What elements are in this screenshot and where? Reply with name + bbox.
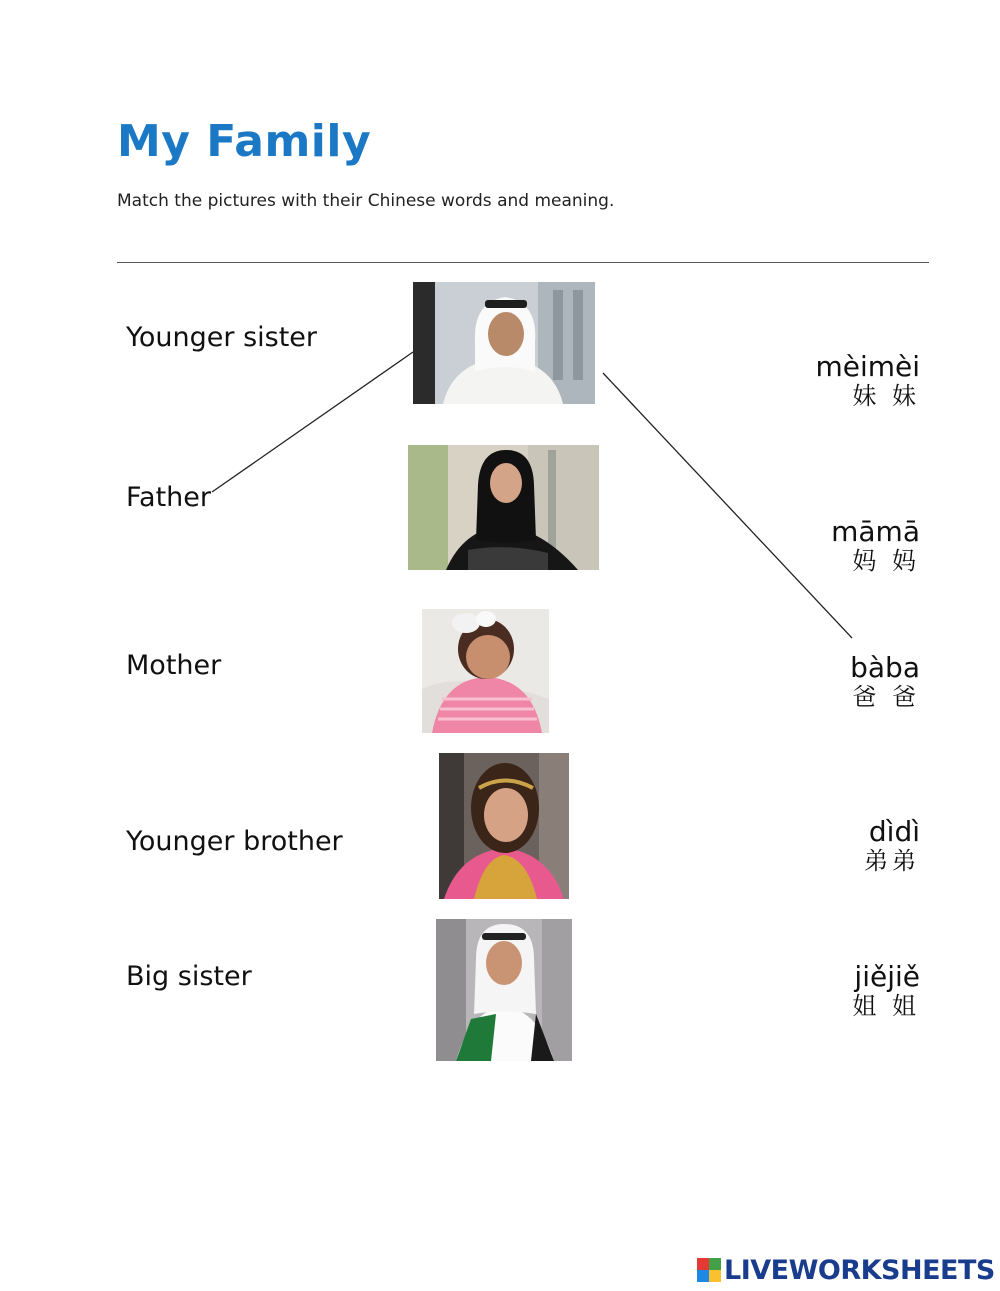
divider (117, 262, 929, 263)
pinyin-didi: dìdì (868, 815, 920, 848)
word-mama[interactable] (831, 517, 920, 575)
little-brother-photo[interactable] (436, 919, 572, 1061)
hanzi-mama: 妈 妈 (852, 547, 920, 575)
pinyin-meimei: mèimèi (815, 350, 920, 383)
big-sister-photo[interactable] (439, 753, 569, 899)
instruction-text: Match the pictures with their Chinese words and meaning. (117, 191, 615, 211)
word-baba[interactable] (850, 653, 920, 711)
hanzi-didi: 弟弟 (864, 847, 920, 875)
word-meimei[interactable] (815, 352, 920, 410)
match-line-photo-to-baba[interactable] (603, 373, 852, 638)
hanzi-jiejie: 姐 姐 (852, 992, 920, 1020)
meaning-younger-sister[interactable]: Younger sister (126, 322, 318, 353)
liveworksheets-logo[interactable] (697, 1254, 995, 1286)
pinyin-mama: māmā (831, 515, 920, 548)
meaning-younger-brother[interactable]: Younger brother (126, 826, 343, 857)
meaning-mother[interactable]: Mother (126, 650, 222, 681)
meaning-father[interactable]: Father (126, 482, 212, 513)
pinyin-jiejie: jiějiě (854, 960, 920, 993)
logo-text: LIVEWORKSHEETS (724, 1254, 995, 1286)
mother-photo[interactable] (408, 445, 599, 570)
word-didi[interactable] (864, 817, 920, 875)
pinyin-baba: bàba (850, 651, 920, 684)
baby-sister-photo[interactable] (422, 609, 549, 733)
word-jiejie[interactable] (852, 962, 920, 1020)
meaning-big-sister[interactable]: Big sister (126, 961, 252, 992)
page-title: My Family (117, 116, 372, 167)
hanzi-meimei: 妹 妹 (852, 382, 920, 410)
liveworksheets-logo-icon (697, 1258, 721, 1282)
match-line-father-to-photo[interactable] (212, 352, 413, 492)
hanzi-baba: 爸 爸 (852, 683, 920, 711)
father-photo[interactable] (413, 282, 595, 404)
